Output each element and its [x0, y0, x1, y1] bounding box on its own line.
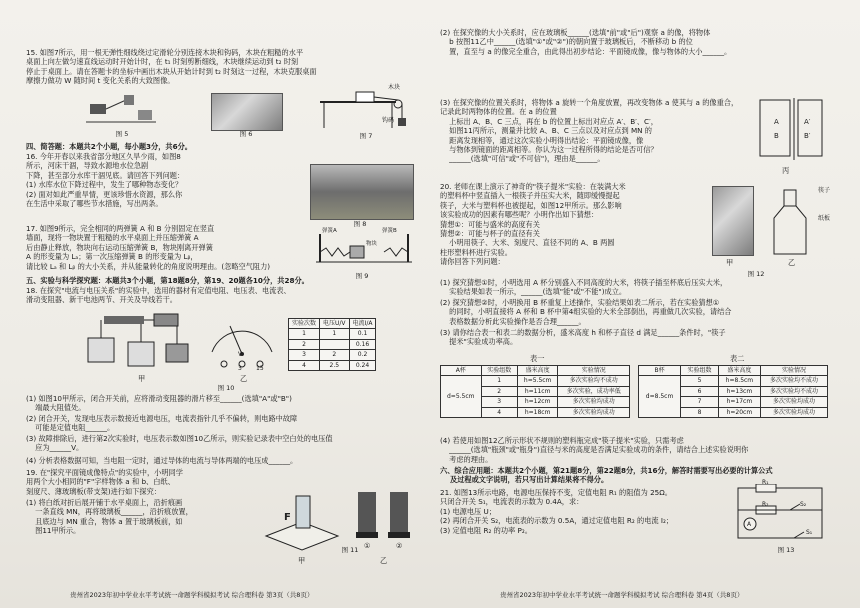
table-header: 盛米高度	[718, 366, 760, 376]
table-row	[441, 376, 630, 386]
figure-5-apparatus	[86, 90, 156, 128]
figure-10-caption: 图 10	[217, 384, 235, 392]
table-header: 电压U/V	[320, 319, 350, 329]
table-cell: 多次实验均不成功	[760, 376, 827, 386]
figure-12-caption: 图 12	[747, 270, 765, 278]
table-cell: 多次实验均不成功	[760, 386, 827, 396]
table-cell: h=18cm	[517, 407, 557, 417]
question-17: 17. 如图9所示，完全相同的两弹簧 A 和 B 分别固定在竖直 墙面，现将一物块置于粗糙的水平桌面上并压缩弹簧 A 后由静止释放，物块向右运动压缩弹簧 B，物块刚离开弹簧 A 的形变量为 Lₐ；第一次压缩弹簧 B 的形变量为 Lᵦ， 请比较 Lₐ 和 Lᵦ 的大小关系，并从能量转化的角度说明理由。(忽略空气阻力)	[26, 224, 271, 271]
table-2	[638, 365, 828, 418]
figure-9-spring-a-label: 弹簧A	[322, 228, 337, 234]
figure-12-chopstick-label: 筷子	[818, 187, 831, 194]
figure-11-caption: 图 11	[341, 546, 359, 554]
question-18-3: (3) 故障排除后，进行第2次实验时，电压表示数如图10乙所示，则实验记录表中空白处的电压值 应为______V。	[26, 434, 333, 453]
section-6-heading: 六、综合应用题：本题共2个小题，第21题8分，第22题8分，共16分，解答时需要写出必要的计算公式 及过程或文字说明，若只写出计算结果将不得分。	[440, 466, 773, 485]
table-cell: h=12cm	[517, 397, 557, 407]
svg-text:A′: A′	[804, 118, 811, 126]
table-header-row	[441, 366, 630, 376]
table-cell: 多次实验，成功率低	[558, 386, 630, 396]
figure-11-yi-label: 乙	[380, 556, 388, 565]
question-20-2: (2) 探究猜想②时，小明换用 B 杯重复上述操作，实验结果如表二所示，若在实验猜想① 的同时，小明直接将 A 杯和 B 杯中第4组实验的大米全部倒出，再重做几次实验，请结合 表格数据分析此实验操作是否合理______。	[440, 298, 732, 326]
figure-7-weight-label: 钩码	[382, 117, 395, 124]
question-16: 16. 今年开春以来我省部分地区久旱少雨，如图8 所示，河床干涸，导致水源地水位急剧 下降，甚至部分水库干涸见底。请回答下列问题： (1) 水库水位下降过程中，发生了哪种物态变化？ (2) 面对如此严重旱情，更该珍惜水资源，那么你 在生活中采取了哪些节水措施，写出两条。	[26, 152, 185, 209]
question-18: 18. 在探究"电流与电压关系"的实验中，选用的器材有定值电阻、电压表、电流表、 滑动变阻器、新干电池两节、开关及导线若干。	[26, 286, 291, 305]
figure-12-bottle-label: 纸板	[818, 215, 831, 222]
question-19-3: (3) 在探究像的位置关系时，将物体 a 旋转一个角度放置，再改变物体 a 使其与 a 的像重合，记录此时两物体的位置。在 a 的位置 上标出 A、B、C 三点，再在 b 的位置上标出对应点 A′、B′、C′， 如图11丙所示，测量并比较 A、B、C 三点以及对应点到 MN 的 距离发现相等，通过这次实验小明得出结论：平面镜成像，像 与物体到镜面的距离相等。你认为这一过程所得的结论是否可信？ ______(选填"可信"或"不可信")，理由是______。	[440, 98, 739, 164]
svg-text:B: B	[774, 132, 779, 140]
table-row	[639, 376, 828, 386]
table-cell	[320, 339, 350, 349]
table-header-row	[289, 319, 376, 329]
figure-10-voltmeter	[204, 312, 280, 370]
table-row	[289, 360, 376, 370]
question-18-1: (1) 如图10甲所示，闭合开关前，应将滑动变阻器的滑片移至______(选填"A"或"B") 端最大阻值处。	[26, 394, 292, 413]
table-cell: 2.5	[320, 360, 350, 370]
table-1	[440, 365, 630, 418]
figure-7-block-label: 木块	[388, 84, 401, 91]
question-20: 20. 老师在课上演示了神奇的"筷子提米"实验：在装满大米 的塑料杯中竖直插入一根筷子并压实大米，随即缓慢提起 筷子，大米与塑料杯也被提起，如图12甲所示。那么影响 该实验成功的因素有哪些呢？小明作出如下猜想： 猜想①：可能与盛米的高度有关 猜想②：可能与杯子的直径有关 小明用筷子、大米、刻度尺、直径不同的 A、B 两圆 柱形塑料杯进行实验。 请你回答下列问题：	[440, 182, 626, 267]
question-20-1: (1) 探究猜想①时，小明选用 A 杯分别盛入不同高度的大米，将筷子插至杯底后压实大米， 实验结果如表一所示，______(选填"能"或"不能")成立。	[440, 278, 728, 297]
question-19-2: (2) 在探究像的大小关系时，应在玻璃板______(选填"前"或"后")观察 a 的像，将物体 b 按图11乙中______(选填"①"或"②")的朝向置于玻璃板后，不断移动 b 的位 置，直至与 a 的像完全重合，由此得出初步结论：平面镜成像，像与物体的大小______。	[440, 28, 732, 56]
table-cell: 6	[681, 386, 719, 396]
question-15: 15. 如图7所示，用一根无弹性细线绕过定滑轮分别连接木块和钩码，木块在粗糙的水平 桌面上向左做匀速直线运动时开始计时，在 t₁ 时刻剪断细线，木块继续运动到 t₂ 时刻 停止于桌面上。请在答题卡的坐标中画出木块从开始计时到 t₂ 时刻这一过程，木块克服桌面 摩擦力做功 W 随时间 t 变化关系的大致图像。	[26, 48, 317, 86]
question-18-4: (4) 分析表格数据可知，当电阻一定时，通过导体的电流与导体两端的电压成______。	[26, 456, 298, 465]
table-cell-diameter: d=5.5cm	[441, 376, 482, 418]
svg-text:②: ②	[396, 542, 403, 550]
section-5-heading: 五、实验与科学探究题：本题共3个小题，第18题8分，第19、20题各10分，共28分。	[26, 276, 309, 285]
table-row	[289, 339, 376, 349]
table-cell: 8	[681, 407, 719, 417]
table-header: 实验组数	[481, 366, 517, 376]
table-cell: 0.24	[349, 360, 376, 370]
figure-6-caption: 图 6	[239, 130, 253, 138]
table-1-title: 表一	[530, 354, 545, 363]
figure-13-ammeter-label: A	[747, 521, 752, 528]
section-4-heading: 四、简答题：本题共2个小题，每小题3分，共6分。	[26, 142, 192, 151]
figure-12-jia-label: 甲	[726, 258, 734, 267]
table-cell: 3	[481, 397, 517, 407]
question-18-2: (2) 闭合开关，发现电压表示数接近电源电压，电流表指针几乎不偏转，则电路中故障 可能是定值电阻______。	[26, 414, 298, 433]
table-cell: 7	[681, 397, 719, 407]
table-header: 实验情况	[558, 366, 630, 376]
table-header: 盛米高度	[517, 366, 557, 376]
table-cell: 2	[320, 350, 350, 360]
table-cell: h=20cm	[718, 407, 760, 417]
figure-10-yi-label: 乙	[240, 374, 248, 383]
table-cell: 多次实验均成功	[558, 407, 630, 417]
table-cell: 5	[681, 376, 719, 386]
page-footer-left: 贵州省2023年初中学业水平考试统一命题学科模拟考试 综合理科卷 第3页（共8页）	[70, 591, 314, 599]
figure-8-caption: 图 8	[353, 220, 367, 228]
table-cell: 多次实验均成功	[760, 407, 827, 417]
figure-9-spring-b-label: 弹簧B	[382, 228, 397, 234]
figure-10-circuit	[84, 308, 196, 378]
table-header: 实验情况	[760, 366, 827, 376]
question-20-4: (4) 若使用如图12乙所示形状不规则的塑料瓶完成"筷子提米"实验，只需考虑 ______(选填"瓶颈"或"瓶身")直径与米的高度是否满足实验成功的条件，请结合上述实验说明你 考虑的理由。	[440, 436, 749, 464]
table-header: 电流I/A	[349, 319, 376, 329]
table-header: A杯	[441, 366, 482, 376]
figure-11-jia-label: 甲	[298, 556, 306, 565]
table-header: 实验组数	[681, 366, 719, 376]
question-21: 21. 如图13所示电路，电源电压保持不变，定值电阻 R₁ 的阻值为 25Ω。 只闭合开关 S₁，电流表的示数为 0.4A，求： (1) 电源电压 U； (2) 再闭合开关 S₂，电流表的示数为 0.5A，通过定值电阻 R₂ 的电流 I₂； (3) 定值电阻 R₂ 的功率 P₂。	[440, 488, 674, 535]
table-cell: 3	[289, 350, 320, 360]
figure-11-bing-label: 丙	[782, 166, 790, 175]
svg-text:B′: B′	[804, 132, 811, 140]
table-cell: 4	[289, 360, 320, 370]
experiment-table	[288, 318, 376, 371]
figure-12-bottle	[766, 188, 816, 258]
table-row	[289, 329, 376, 339]
question-19: 19. 在"探究平面镜成像特点"的实验中，小明同学 用两个大小相同的"F"字样物体 a 和 b、白纸、 刻度尺、薄玻璃板(带支架)进行如下探究：	[26, 468, 183, 496]
svg-text:A: A	[774, 118, 779, 126]
question-19-1: (1) 将白纸对折后展开铺于水平桌面上，沿折痕画 一条直线 MN，再将玻璃板______，沿折痕放置， 且底边与 MN 重合，物体 a 置于玻璃板前，如 图11甲所示。	[26, 498, 193, 536]
figure-13-r2-label: R₂	[762, 501, 769, 508]
svg-text:①: ①	[364, 542, 371, 550]
figure-13-caption: 图 13	[777, 546, 795, 554]
table-header-row	[639, 366, 828, 376]
table-cell: h=8.5cm	[718, 376, 760, 386]
table-cell: 0.2	[349, 350, 376, 360]
figure-11-bing-diagram	[758, 98, 824, 164]
table-cell: 2	[481, 386, 517, 396]
table-2-title: 表二	[730, 354, 745, 363]
table-row	[289, 350, 376, 360]
question-20-3: (3) 请你结合表一和表二的数据分析，盛米高度 h 和杯子直径 d 满足______条件时，"筷子 提米"实验成功率高。	[440, 328, 726, 347]
figure-13-r1-label: R₁	[762, 479, 769, 486]
figure-11-f-objects	[352, 486, 418, 552]
figure-9-block-label: 物块	[366, 241, 378, 247]
figure-12-photo	[712, 186, 754, 256]
table-cell: 2	[289, 339, 320, 349]
figure-7-caption: 图 7	[359, 132, 373, 140]
table-cell: 多次实验均成功	[558, 397, 630, 407]
table-cell: 1	[320, 329, 350, 339]
figure-9-caption: 图 9	[355, 272, 369, 280]
table-cell: h=11cm	[517, 386, 557, 396]
svg-text:F: F	[284, 512, 291, 523]
figure-5-caption: 图 5	[115, 130, 129, 138]
figure-13-s2-label: S₂	[800, 501, 807, 508]
table-cell: 1	[481, 376, 517, 386]
table-cell: 1	[289, 329, 320, 339]
table-cell: h=17cm	[718, 397, 760, 407]
table-cell: 0.16	[349, 339, 376, 349]
figure-10-jia-label: 甲	[138, 374, 146, 383]
voltmeter-15-label: 15	[256, 365, 264, 372]
table-cell: 0.1	[349, 329, 376, 339]
table-cell: 4	[481, 407, 517, 417]
figure-12-yi-label: 乙	[788, 258, 796, 267]
voltmeter-unit: V	[238, 351, 243, 358]
figure-8-photo	[310, 164, 414, 220]
table-header: B杯	[639, 366, 681, 376]
page-footer-right: 贵州省2023年初中学业水平考试统一命题学科模拟考试 综合理科卷 第4页（共8页）	[500, 591, 744, 599]
table-header: 实验次数	[289, 319, 320, 329]
table-cell: h=5.5cm	[517, 376, 557, 386]
figure-13-s1-label: S₁	[806, 529, 813, 536]
table-cell: 多次实验均不成功	[558, 376, 630, 386]
table-cell: 多次实验均成功	[760, 397, 827, 407]
figure-6-photo	[211, 93, 283, 131]
voltmeter-3-label: 3	[238, 365, 242, 372]
table-cell-diameter: d=8.5cm	[639, 376, 681, 418]
table-cell: h=13cm	[718, 386, 760, 396]
